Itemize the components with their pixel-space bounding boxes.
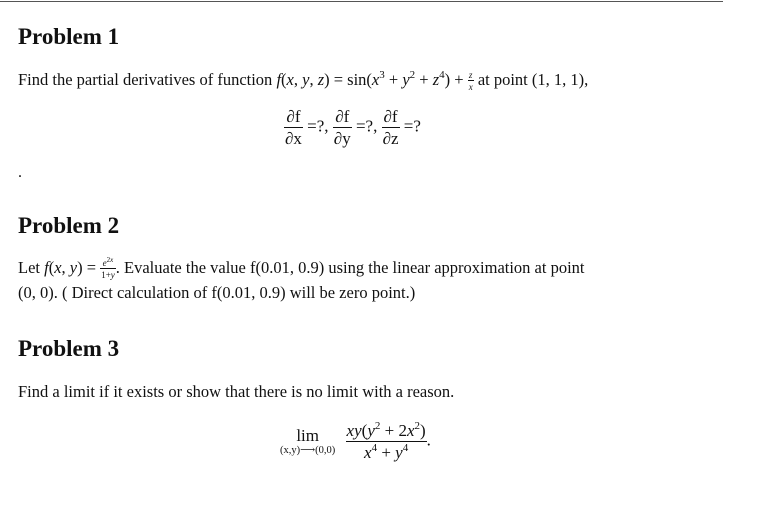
df-dy-fraction: $\frac{\partial f}{\partial y}$	[333, 107, 351, 148]
equals-q-1: =?,	[307, 116, 329, 136]
df-dx-fraction: $\frac{\partial f}{\partial x}$	[285, 107, 302, 148]
problem-2-heading: Problem 2	[18, 213, 120, 238]
problem-2-line-1: Let f(x, y) = $\frac{e^{2x}}{1+y}$ . Evaluate the value f(0.01, 0.9) using the linear approximation at point	[18, 255, 585, 280]
problem-3-heading: Problem 3	[18, 336, 120, 361]
problem-3-limit: lim (x,y)⟶(0,0) $\frac{xy(y^2 + 2x^2)}{x^4 + y^4}$ .	[280, 420, 431, 462]
problem-1-statement	[18, 70, 588, 92]
limit-operator	[280, 427, 335, 456]
problem-1-heading: Problem 1	[18, 24, 120, 49]
problem-3-statement: Find a limit if it exists or show that there is no limit with a reason.	[18, 382, 455, 401]
problem-1-function: f(x, y, $z) = \sin(x^3 + y^2 + z^4)$ + $\frac{z}{x}$	[276, 69, 473, 92]
problem-1-partials	[284, 108, 421, 147]
equals-q-3: =?	[403, 116, 421, 136]
problem-2-line-2: (0, 0). ( Direct calculation of f(0.01, 0.9) will be zero point.)	[18, 283, 416, 302]
e2x-over-1plusy-fraction: $\frac{e^{2x}}{1+y}$	[101, 255, 115, 280]
problem-1-intro: Find the partial derivatives of function	[18, 70, 273, 89]
equals-q-2: =?,	[355, 116, 378, 136]
df-dz-fraction: $\frac{\partial f}{\partial z}$	[382, 107, 399, 148]
z-over-x-fraction: $\frac{z}{x}$	[468, 69, 473, 92]
lim-subscript: (x,y)⟶(0,0)	[280, 444, 336, 456]
stray-dot: .	[18, 164, 22, 181]
limit-expression-fraction: $\frac{xy(y^2 + 2x^2)}{x^4 + y^4}$	[346, 420, 426, 462]
problem-2-instruction: Evaluate the value f(0.01, 0.9) using the linear approximation at point	[124, 258, 585, 277]
lim-word: lim	[296, 426, 319, 446]
problem-1-point: at point (1, 1, 1),	[477, 70, 589, 89]
top-rule	[0, 1, 723, 2]
